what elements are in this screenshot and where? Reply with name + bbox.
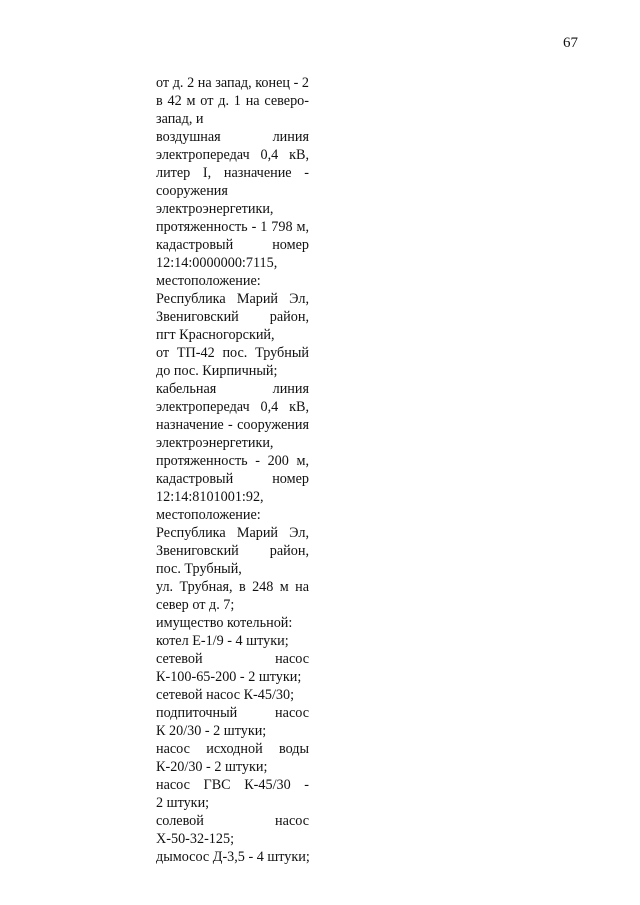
- text-line: подпиточный насос: [156, 705, 309, 721]
- text-line: литер I, назначение -: [156, 165, 309, 181]
- text-line: протяженность - 200 м,: [156, 453, 309, 469]
- text-line: до пос. Кирпичный;: [156, 363, 278, 379]
- text-line: К-100-65-200 - 2 штуки;: [156, 669, 302, 685]
- text-line: электроэнергетики,: [156, 435, 274, 451]
- text-line: пгт Красногорский,: [156, 327, 275, 343]
- text-line: запад, и: [156, 111, 204, 127]
- text-line: назначение - сооружения: [156, 417, 309, 433]
- text-line: Звениговский район,: [156, 543, 309, 559]
- text-line: кадастровый номер: [156, 471, 309, 487]
- text-line: сетевой насос: [156, 651, 309, 667]
- text-line: 2 штуки;: [156, 795, 210, 811]
- text-line: дымосос Д-3,5 - 4 штуки;: [156, 849, 310, 865]
- text-line: 12:14:8101001:92,: [156, 489, 264, 505]
- text-line: сооружения: [156, 183, 228, 199]
- text-line: воздушная линия: [156, 129, 309, 145]
- text-line: солевой насос: [156, 813, 309, 829]
- text-line: имущество котельной:: [156, 615, 293, 631]
- text-line: протяженность - 1 798 м,: [156, 219, 309, 235]
- text-line: в 42 м от д. 1 на северо-: [156, 93, 309, 109]
- text-line: котел Е-1/9 - 4 штуки;: [156, 633, 289, 649]
- text-line: местоположение:: [156, 273, 261, 289]
- text-line: электропередач 0,4 кВ,: [156, 399, 309, 415]
- text-line: Республика Марий Эл,: [156, 525, 309, 541]
- text-line: местоположение:: [156, 507, 261, 523]
- text-line: Республика Марий Эл,: [156, 291, 309, 307]
- text-line: К-20/30 - 2 штуки;: [156, 759, 268, 775]
- text-line: насос исходной воды: [156, 741, 309, 757]
- text-line: 12:14:0000000:7115,: [156, 255, 278, 271]
- text-line: электроэнергетики,: [156, 201, 274, 217]
- text-line: кабельная линия: [156, 381, 309, 397]
- text-line: Х-50-32-125;: [156, 831, 235, 847]
- text-line: ул. Трубная, в 248 м на: [156, 579, 309, 595]
- text-line: север от д. 7;: [156, 597, 235, 613]
- text-line: кадастровый номер: [156, 237, 309, 253]
- text-line: от д. 2 на запад, конец - 2: [156, 75, 309, 91]
- page-number: 67: [563, 35, 578, 51]
- text-line: сетевой насос К-45/30;: [156, 687, 295, 703]
- text-line: К 20/30 - 2 штуки;: [156, 723, 267, 739]
- text-line: Звениговский район,: [156, 309, 309, 325]
- text-line: электропередач 0,4 кВ,: [156, 147, 309, 163]
- body-text-column: [156, 74, 309, 866]
- text-line: от ТП-42 пос. Трубный: [156, 345, 309, 361]
- text-line: пос. Трубный,: [156, 561, 242, 577]
- text-line: насос ГВС К-45/30 -: [156, 777, 309, 793]
